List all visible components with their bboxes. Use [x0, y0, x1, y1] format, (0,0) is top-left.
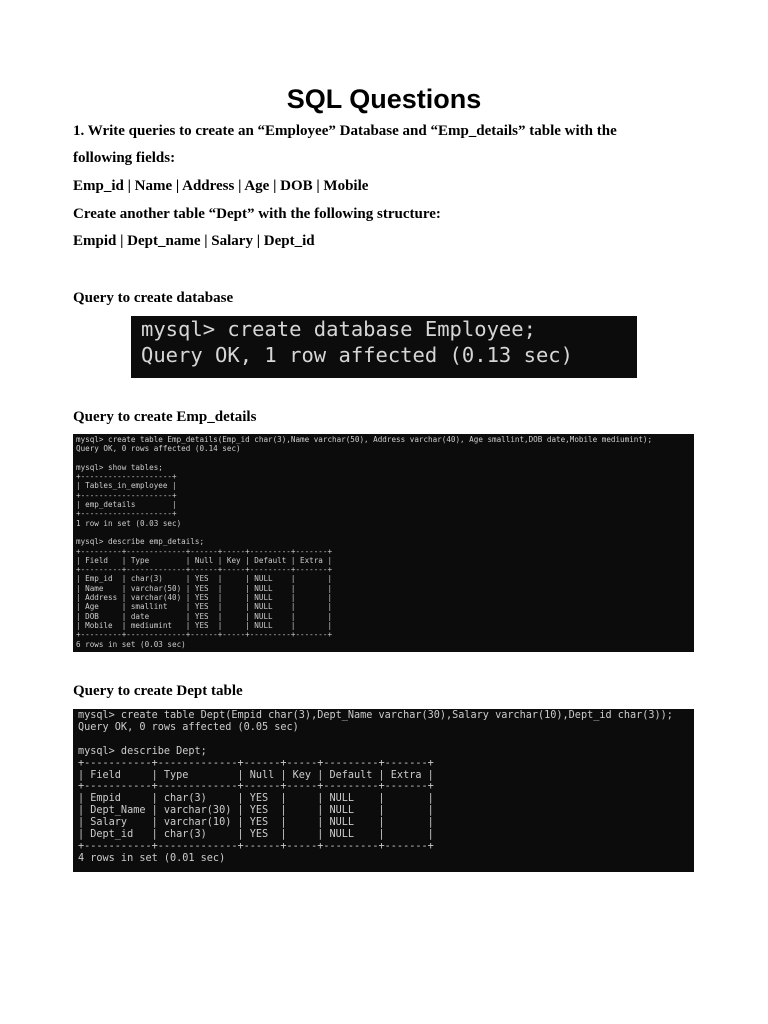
terminal-line: Query OK, 1 row affected (0.13 sec) — [141, 343, 573, 367]
terminal-line: mysql> create database Employee; — [141, 317, 536, 341]
emp-details-terminal — [73, 434, 694, 652]
terminal-line — [76, 528, 691, 537]
terminal-line: +---------+-------------+------+-----+---------+-------+ — [76, 546, 333, 556]
page-title: SQL Questions — [286, 84, 482, 114]
terminal-line: | Salary | varchar(10) | YES | | NULL | | — [78, 817, 434, 829]
question-1-line-2: following fields: — [73, 150, 176, 166]
terminal-line: +--------------------+ — [76, 490, 177, 500]
terminal-line: +-----------+-------------+------+-----+---------+-------+ — [78, 757, 434, 769]
terminal-line: | Age | smallint | YES | | NULL | | — [76, 602, 333, 612]
terminal-line: | Emp_id | char(3) | YES | | NULL | | — [76, 574, 333, 584]
terminal-line — [76, 454, 691, 463]
terminal-line: mysql> show tables; — [76, 462, 163, 472]
terminal-line: Query OK, 0 rows affected (0.14 sec) — [76, 444, 241, 454]
terminal-line: | Dept_Name | varchar(30) | YES | | NULL | | — [78, 805, 434, 817]
dept-fields-line: Empid | Dept_name | Salary | Dept_id — [73, 233, 315, 249]
terminal-line: +--------------------+ — [76, 509, 177, 519]
terminal-line — [78, 734, 689, 746]
terminal-line: | Name | varchar(50) | YES | | NULL | | — [76, 583, 333, 593]
terminal-line: +---------+-------------+------+-----+---------+-------+ — [76, 630, 333, 640]
terminal-line: 6 rows in set (0.03 sec) — [76, 639, 186, 649]
terminal-line: +--------------------+ — [76, 472, 177, 482]
terminal-line: | Address | varchar(40) | YES | | NULL | | — [76, 593, 333, 603]
dept-table-terminal — [73, 709, 694, 872]
terminal-line: +---------+-------------+------+-----+---------+-------+ — [76, 565, 333, 575]
terminal-line: Query OK, 0 rows affected (0.05 sec) — [78, 721, 299, 733]
terminal-line: mysql> create table Emp_details(Emp_id char(3),Name varchar(50), Address varchar(40), Age smallint,DOB date,Mobile mediumint); — [76, 435, 653, 444]
terminal-line: | Field | Type | Null | Key | Default | Extra | — [76, 555, 333, 565]
question-1-line-1: 1. Write queries to create an “Employee” Database and “Emp_details” table with the — [73, 123, 617, 139]
terminal-line: | emp_details | — [76, 500, 177, 510]
terminal-line: mysql> describe emp_details; — [76, 537, 205, 547]
terminal-line: | Field | Type | Null | Key | Default | Extra | — [78, 769, 434, 781]
db-query-heading: Query to create database — [73, 290, 234, 306]
dept-intro-line: Create another table “Dept” with the following structure: — [73, 206, 441, 222]
terminal-line: | DOB | date | YES | | NULL | | — [76, 611, 333, 621]
terminal-line: | Empid | char(3) | YES | | NULL | | — [78, 793, 434, 805]
terminal-line: | Mobile | mediumint | YES | | NULL | | — [76, 620, 333, 630]
terminal-line: mysql> describe Dept; — [78, 745, 207, 757]
emp-details-query-heading: Query to create Emp_details — [73, 409, 257, 425]
terminal-line: | Dept_id | char(3) | YES | | NULL | | — [78, 829, 434, 841]
emp-fields-line: Emp_id | Name | Address | Age | DOB | Mobile — [73, 178, 369, 194]
terminal-line: +-----------+-------------+------+-----+---------+-------+ — [78, 840, 434, 852]
terminal-line: 4 rows in set (0.01 sec) — [78, 852, 226, 864]
terminal-line: 1 row in set (0.03 sec) — [76, 518, 182, 528]
terminal-line: mysql> create table Dept(Empid char(3),Dept_Name varchar(30),Salary varchar(10),Dept_id char(3)); — [78, 710, 673, 721]
create-database-terminal — [131, 316, 637, 378]
terminal-line: | Tables_in_employee | — [76, 481, 177, 491]
dept-query-heading: Query to create Dept table — [73, 683, 243, 699]
terminal-line: +-----------+-------------+------+-----+---------+-------+ — [78, 781, 434, 793]
